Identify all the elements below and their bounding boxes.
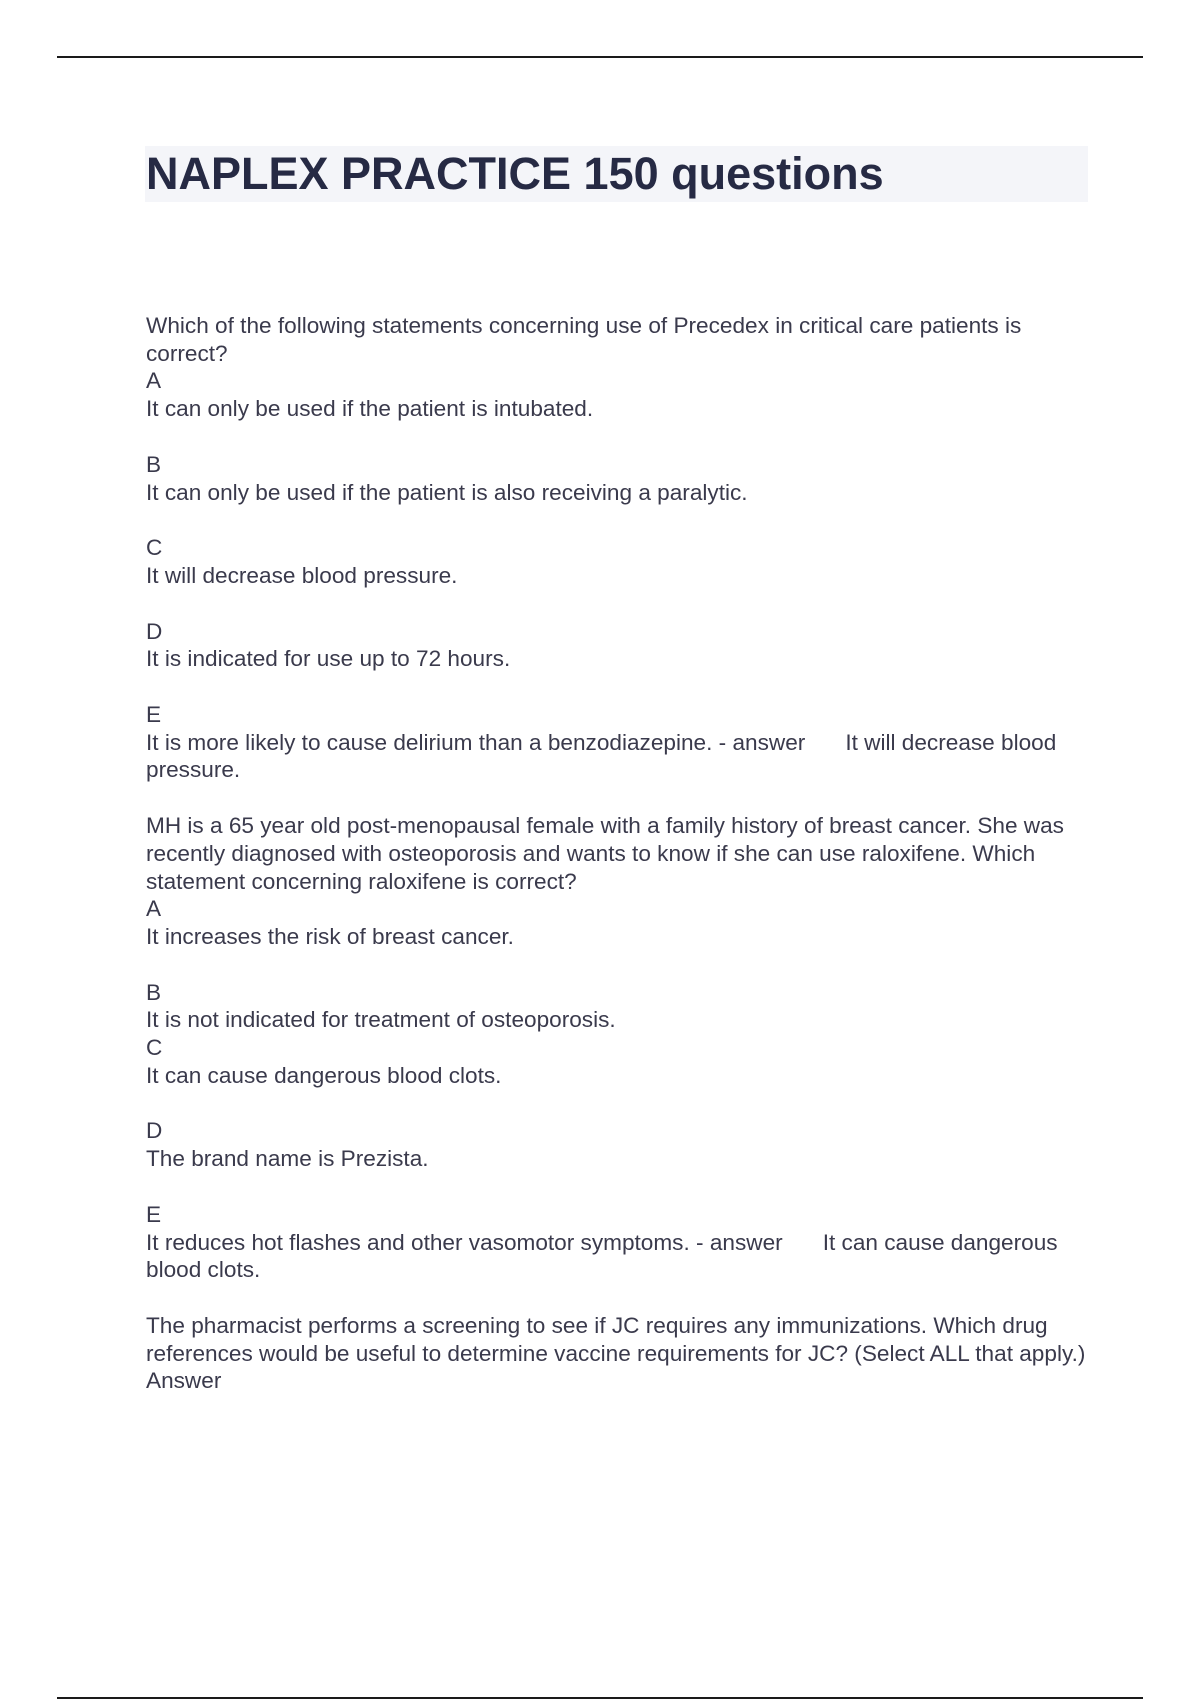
- option-letter: E: [146, 1201, 162, 1227]
- option-b: [146, 979, 1092, 1034]
- option-letter: A: [146, 896, 162, 922]
- option-text: It increases the risk of breast cancer.: [146, 923, 514, 949]
- answer-text: It will decrease blood pressure.: [146, 729, 1057, 783]
- option-a: [146, 895, 1092, 950]
- option-text: It can cause dangerous blood clots.: [146, 1062, 502, 1088]
- bottom-rule: [57, 1697, 1143, 1699]
- answer-label: Answer: [146, 1368, 222, 1394]
- option-letter: B: [146, 451, 162, 477]
- option-letter: C: [146, 1035, 163, 1061]
- option-letter: C: [146, 535, 163, 561]
- option-text: The brand name is Prezista.: [146, 1146, 429, 1172]
- option-text-with-answer: [146, 729, 1092, 784]
- option-e: [146, 1201, 1092, 1284]
- question-text: MH is a 65 year old post-menopausal female with a family history of breast cancer. She was recently diagnosed with osteoporosis and wants to know if she can use raloxifene. Which statement concerning raloxifene is correct?: [146, 813, 1064, 894]
- option-letter: D: [146, 1118, 163, 1144]
- option-c: [146, 534, 1092, 589]
- page-title: NAPLEX PRACTICE 150 questions: [146, 148, 884, 199]
- option-a: [146, 367, 1092, 422]
- option-letter: B: [146, 979, 162, 1005]
- question-text: Which of the following statements concerning use of Precedex in critical care patients is correct?: [146, 313, 1022, 366]
- answer-text: It can cause dangerous blood clots.: [146, 1229, 1058, 1283]
- option-text: It will decrease blood pressure.: [146, 562, 458, 588]
- option-letter: D: [146, 618, 163, 644]
- option-text: It is not indicated for treatment of osteoporosis.: [146, 1007, 616, 1033]
- question-1: [146, 312, 1092, 784]
- option-text: It is more likely to cause delirium than a benzodiazepine. - answer: [146, 729, 806, 755]
- question-2: [146, 812, 1092, 1284]
- option-d: [146, 1117, 1092, 1172]
- option-text: It can only be used if the patient is intubated.: [146, 396, 594, 422]
- option-b: [146, 451, 1092, 506]
- option-e: [146, 701, 1092, 784]
- option-text-with-answer: [146, 1229, 1092, 1284]
- option-letter: A: [146, 368, 162, 394]
- option-c: [146, 1034, 1092, 1089]
- option-text: It can only be used if the patient is also receiving a paralytic.: [146, 479, 748, 505]
- question-text: The pharmacist performs a screening to see if JC requires any immunizations. Which drug references would be useful to determine vaccine requirements for JC? (Select ALL that apply.): [146, 1312, 1086, 1366]
- top-rule: [57, 56, 1143, 58]
- option-letter: E: [146, 702, 162, 728]
- document-body: [146, 312, 1092, 1423]
- option-text: It reduces hot flashes and other vasomotor symptoms. - answer: [146, 1229, 783, 1255]
- option-text: It is indicated for use up to 72 hours.: [146, 646, 511, 672]
- option-d: [146, 618, 1092, 673]
- question-3: [146, 1312, 1092, 1395]
